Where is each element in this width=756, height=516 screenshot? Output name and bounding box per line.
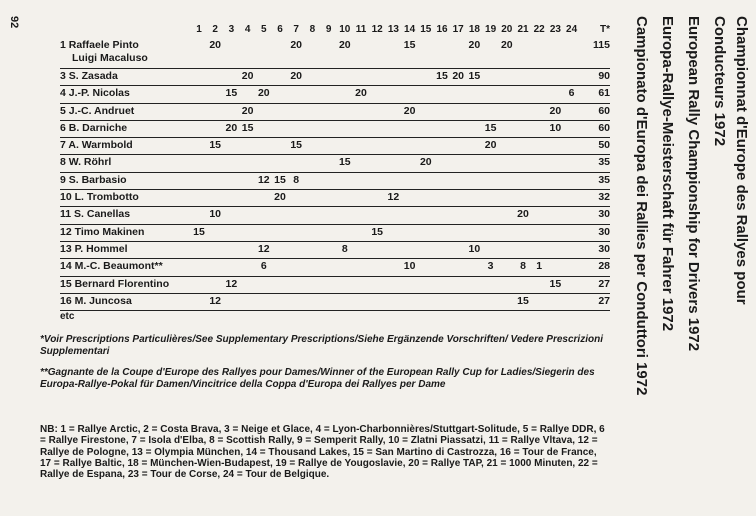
table-row [60,207,610,224]
points-cell: 1 [536,260,543,273]
total-cell: 35 [598,173,610,186]
points-cell: 3 [487,260,494,273]
page-number: 92 [8,16,20,29]
points-cell: 20 [403,104,416,117]
total-cell: 30 [598,208,610,221]
title-english: European Rally Championship for Drivers 1972 [685,16,702,352]
title-italian: Campionato d'Europa dei Rallies per Conduttori 1972 [633,16,650,396]
points-cell: 20 [484,139,497,152]
footnote-ladies-cup: **Gagnante de la Coupe d'Europe des Rallyes pour Dames/Winner of the European Rally Cup for Ladies/Siegerin des Europa-Rallye-Pokal für Damen/Vincitrice della Coppa d'Europa dei Rallyes per Dame [40,367,595,390]
driver-name: 9 S. Barbasio [60,173,127,186]
event-number: 3 [228,24,235,35]
title-block [612,16,750,506]
footnotes [40,334,605,400]
driver-name: 11 S. Canellas [60,208,131,221]
points-cell: 20 [257,87,270,100]
points-cell: 20 [274,191,286,204]
points-cell: 20 [338,39,351,51]
points-cell: 15 [517,294,529,307]
title-french-line2: Conducteurs 1972 [711,16,728,147]
driver-name: 1 Raffaele Pinto Luigi Macaluso [60,39,148,64]
points-cell: 20 [241,104,254,117]
points-cell: 20 [419,156,432,169]
driver-name: 16 M. Juncosa [60,294,132,307]
event-number: 11 [355,24,367,35]
title-french-line1: Championnat d'Europe des Rallyes pour [733,16,750,305]
points-cell: 15 [241,121,254,134]
driver-name: 3 S. Zasada [60,70,118,82]
points-cell: 20 [241,70,254,82]
event-number: 18 [468,24,480,35]
table-row [60,38,610,69]
table-row [60,225,610,242]
event-number: 13 [387,24,399,35]
event-number: 23 [549,24,561,35]
event-number: 1 [196,24,202,35]
table-row [60,138,610,155]
table-row [60,86,610,103]
table-header [60,22,610,38]
points-cell: 20 [452,70,465,82]
driver-name: 6 B. Darniche [60,121,128,134]
table-row [60,173,610,190]
event-number: 4 [244,24,251,35]
points-cell: 15 [436,70,448,82]
table-row [60,190,610,207]
points-cell: 8 [520,260,526,273]
event-number: 12 [371,24,383,35]
table-row [60,259,610,276]
table-row [60,294,610,311]
points-cell: 15 [468,70,481,82]
points-cell: 10 [209,208,222,221]
event-number: 9 [325,24,332,35]
event-number: 16 [436,24,448,35]
driver-name: 13 P. Hommel [60,242,128,255]
total-cell: 32 [598,191,610,204]
total-cell: 90 [598,70,610,82]
points-cell: 12 [225,277,238,290]
event-legend: NB: 1 = Rallye Arctic, 2 = Costa Brava, 3 = Neige et Glace, 4 = Lyon-Charbonnières/Stuttgart-Solitude, 5 = Rallye DDR, 6 = Rallye Firestone, 7 = Isola d'Elba, 8 = Scottish Rally, 9 = Semperit Rally, 10 = Zlatni Piassatzi, 11 = Rallye Vltava, 12 = Rallye de Pologne, 13 = Olympia München, 14 = Thousand Lakes, 15 = San Martino di Castrozza, 16 = Tour de France, 17 = Rallye Baltic, 18 = München-Wien-Budapest, 19 = Rallye de Yougoslavie, 20 = Rallye TAP, 21 = 1000 Minuten, 22 = Rallye de Espana, 23 = Tour de Corse, 24 = Tour de Belgique. [40,424,605,481]
driver-name: 5 J.-C. Andruet [60,104,135,117]
points-cell: 12 [257,242,270,255]
event-number: 24 [566,24,578,35]
table-row [60,121,610,138]
event-number: 5 [261,24,267,35]
event-number: 15 [420,24,432,35]
footnote-prescriptions: *Voir Prescriptions Particulières/See Supplementary Prescriptions/Siehe Ergänzende Vorschriften/ Vedere Prescrizioni Supplementari [40,334,603,357]
total-cell: 27 [598,294,610,307]
points-cell: 10 [468,242,481,255]
points-cell: 12 [257,173,270,186]
driver-name: 12 Timo Makinen [60,225,145,238]
event-number: 22 [533,24,545,35]
total-header: T* [600,24,610,35]
points-cell: 20 [355,87,367,100]
driver-name: 15 Bernard Florentino [60,277,170,290]
event-number: 2 [212,24,218,35]
points-cell: 20 [549,104,562,117]
table-row [60,155,610,172]
event-number: 19 [485,24,497,35]
total-cell: 35 [598,156,610,169]
points-cell: 15 [290,139,303,152]
points-cell: 15 [225,87,238,100]
table-row [60,242,610,259]
table-row [60,104,610,121]
points-cell: 6 [260,260,267,273]
event-number: 6 [277,24,283,35]
points-cell: 15 [484,121,497,134]
codriver-name: Luigi Macaluso [72,52,148,64]
points-cell: 12 [209,294,222,307]
points-cell: 20 [517,208,529,221]
total-cell: 50 [598,139,610,152]
points-cell: 6 [568,87,575,100]
points-cell: 8 [341,242,348,255]
points-cell: 10 [549,121,562,134]
points-cell: 12 [387,191,400,204]
total-cell: 61 [598,87,610,100]
event-number: 17 [452,24,464,35]
event-number: 8 [309,24,316,35]
points-cell: 15 [403,39,416,51]
points-cell: 20 [225,121,238,134]
points-cell: 20 [290,70,303,82]
total-cell: 115 [593,39,610,51]
driver-name: 10 L. Trombotto [60,191,139,204]
total-cell: 27 [598,277,610,290]
driver-name: 4 J.-P. Nicolas [60,87,130,100]
driver-name: 8 W. Röhrl [60,156,112,169]
total-cell: 60 [598,104,610,117]
event-number: 10 [339,24,351,35]
standings-table [60,22,610,327]
table-body [60,38,610,311]
total-cell: 30 [598,242,610,255]
event-number: 7 [293,24,299,35]
event-number: 14 [404,24,416,35]
points-cell: 8 [293,173,300,186]
points-cell: 15 [338,156,351,169]
table-row [60,69,610,86]
event-number: 20 [501,24,513,35]
driver-name: 14 M.-C. Beaumont** [60,260,163,273]
etc-row [60,311,610,327]
etc-label: etc [60,311,75,323]
points-cell: 15 [209,139,222,152]
driver-name: 7 A. Warmbold [60,139,133,152]
points-cell: 20 [209,39,222,51]
points-cell: 20 [290,39,303,51]
points-cell: 15 [549,277,562,290]
title-german: Europa-Rallye-Meisterschaft für Fahrer 1972 [659,16,676,332]
total-cell: 30 [598,225,610,238]
points-cell: 20 [500,39,513,51]
points-cell: 15 [371,225,384,238]
points-cell: 10 [403,260,416,273]
table-row [60,277,610,294]
event-number: 21 [517,24,529,35]
points-cell: 15 [274,173,286,186]
points-cell: 20 [468,39,481,51]
points-cell: 15 [193,225,205,238]
total-cell: 28 [598,260,610,273]
total-cell: 60 [598,121,610,134]
